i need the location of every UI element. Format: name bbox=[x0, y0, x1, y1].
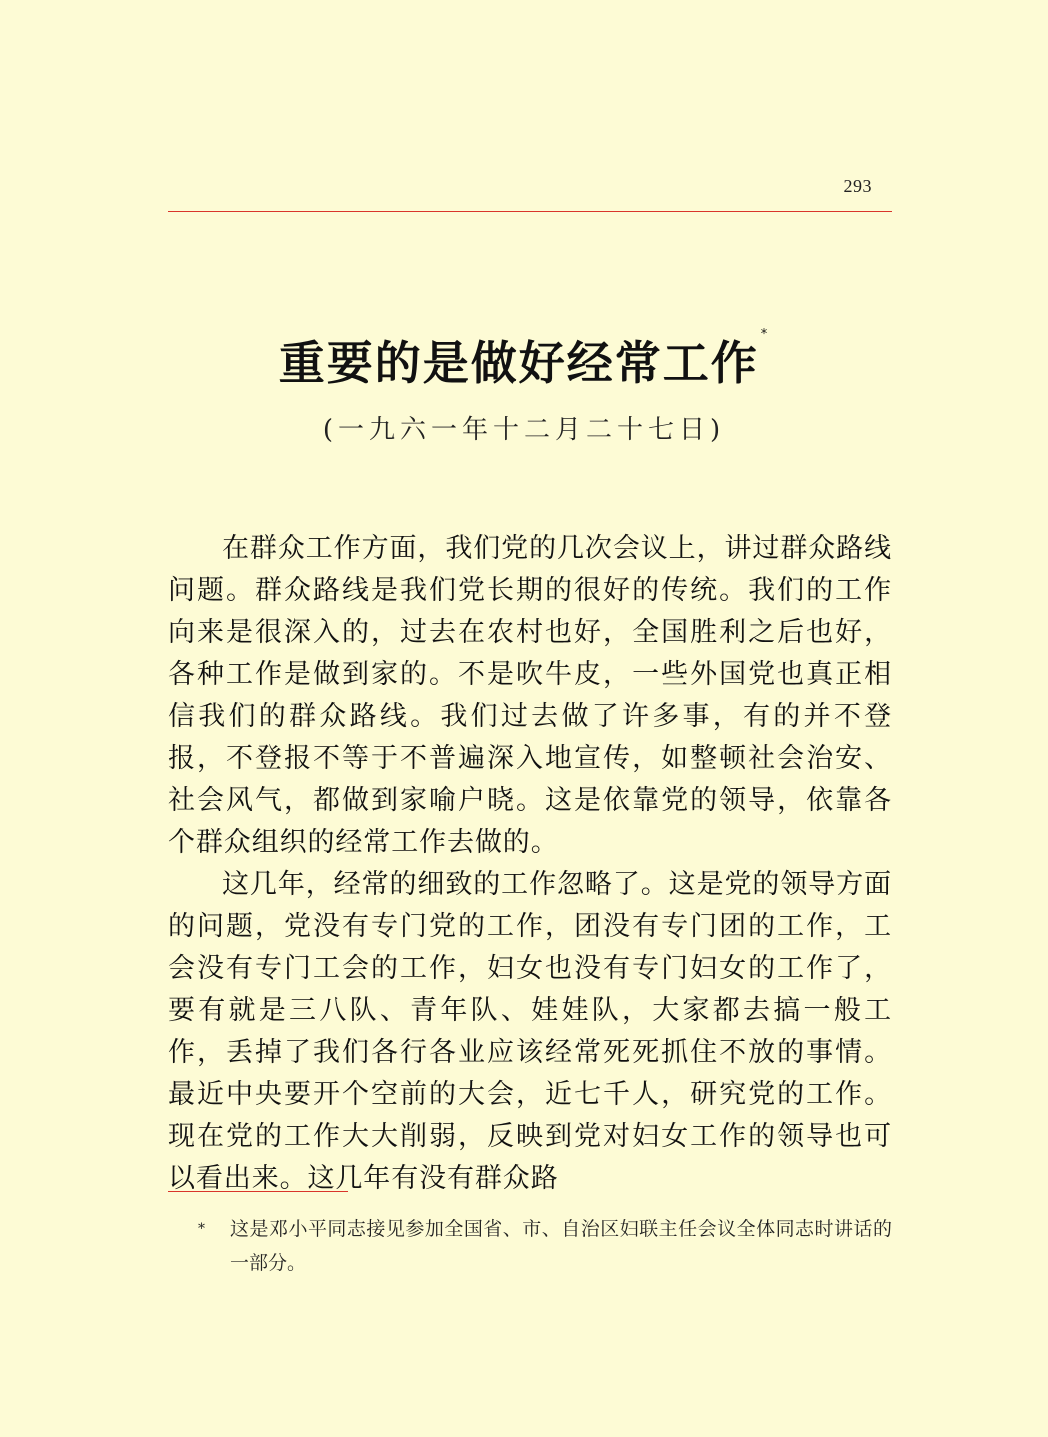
body-paragraph-1: 在群众工作方面，我们党的几次会议上，讲过群众路线问题。群众路线是我们党长期的很好的传统。我们的工作向来是很深入的，过去在农村也好，全国胜利之后也好，各种工作是做到家的。不是吹牛皮，一些外国党也真正相信我们的群众路线。我们过去做了许多事，有的并不登报，不登报不等于不普遍深入地宣传，如整顿社会治安、社会风气，都做到家喻户晓。这是依靠党的领导，依靠各个群众组织的经常工作去做的。 bbox=[168, 533, 892, 858]
article-title-text: 重要的是做好经常工作 bbox=[278, 336, 759, 390]
article-date: (一九六一年十二月二十七日) bbox=[322, 415, 726, 445]
footnote-text: 这是邓小平同志接见参加全国省、市、自治区妇联主任会议全体同志时讲话的一部分。 bbox=[230, 1218, 892, 1274]
body-paragraph-2: 这几年，经常的细致的工作忽略了。这是党的领导方面的问题，党没有专门党的工作，团没有专门团的工作，工会没有专门工会的工作，妇女也没有专门妇女的工作了，要有就是三八队、青年队、娃娃队，大家都去搞一般工作，丢掉了我们各行各业应该经常死死抓住不放的事情。最近中央要开个空前的大会，近七千人，研究党的工作。现在党的工作大大削弱，反映到党对妇女工作的领导也可以看出来。这几年有没有群众路 bbox=[168, 869, 892, 1194]
footnote-mark: * bbox=[198, 1221, 205, 1237]
article-title bbox=[0, 327, 1048, 395]
footnote bbox=[198, 1212, 892, 1280]
footnote-reference-mark: * bbox=[760, 327, 770, 342]
header-rule bbox=[168, 211, 892, 212]
article-body bbox=[168, 528, 892, 1200]
page-number: 293 bbox=[843, 176, 872, 196]
footnote-rule bbox=[168, 1191, 348, 1192]
